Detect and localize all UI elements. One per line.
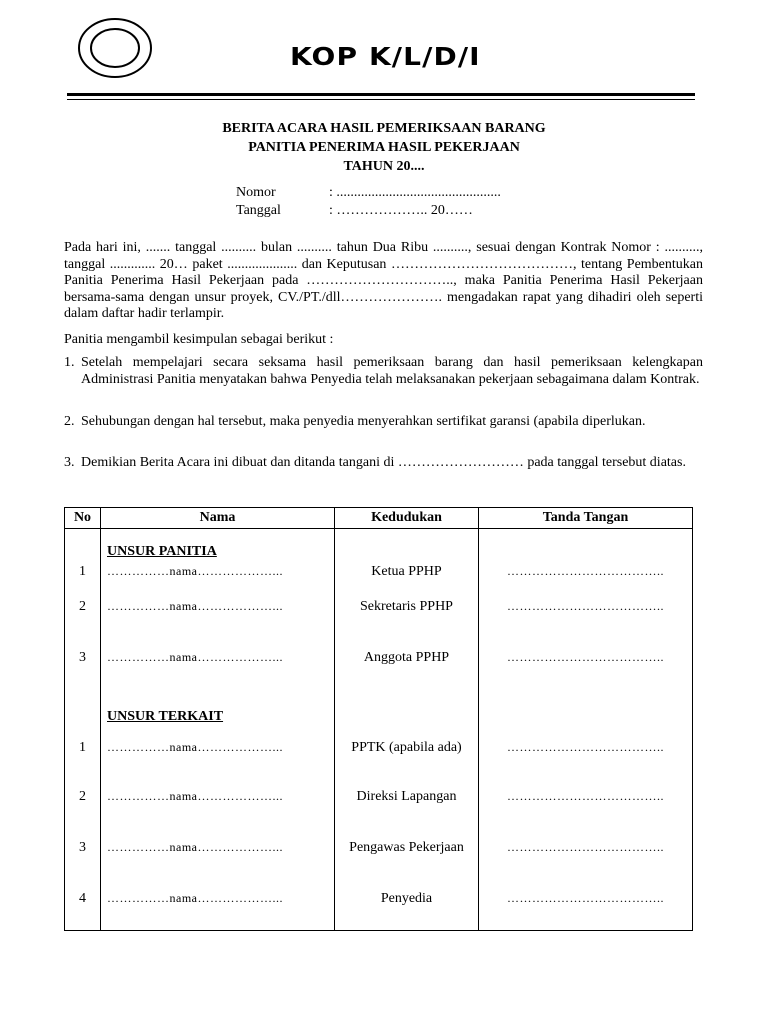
name-cell (101, 529, 335, 582)
name-cell (101, 582, 335, 633)
point-text: Sehubungan dengan hal tersebut, maka penyedia menyerahkan sertifikat garansi (apabila diperlukan. (81, 414, 646, 429)
name-cell (101, 633, 335, 684)
signature-line: ……………………………….. (479, 582, 693, 633)
point-text: Setelah mempelajari secara seksama hasil pemeriksaan barang dan hasil pemeriksaan kelengkapan Administrasi Panitia menyatakan bahwa Penyedia telah melaksanakan pekerjaan sebagaimana dalam Kontrak. (81, 355, 703, 387)
tanggal-value: : ……………….. 20…… (329, 203, 473, 218)
name-cell (101, 873, 335, 930)
row-no: 1 (65, 725, 101, 772)
point-number: 2. (64, 414, 75, 429)
header-tanda-tangan: Tanda Tangan (479, 508, 693, 529)
position-cell: Anggota PPHP (335, 633, 479, 684)
signature-line: ……………………………….. (479, 633, 693, 684)
doc-title-line1: BERITA ACARA HASIL PEMERIKSAAN BARANG (222, 121, 546, 136)
logo-emblem-icon (77, 17, 153, 79)
name-placeholder: ……………nama………………... (107, 563, 283, 578)
row-no: 1 (65, 529, 101, 582)
name-placeholder: ……………nama………………... (107, 839, 283, 854)
header-nama: Nama (101, 508, 335, 529)
position-cell: Pengawas Pekerjaan (335, 822, 479, 873)
section-heading-terkait-cell (101, 684, 335, 725)
letterhead-rule-thin (67, 99, 695, 100)
table-header-row (65, 508, 693, 529)
name-cell (101, 771, 335, 822)
table-row (65, 771, 693, 822)
position-cell: Sekretaris PPHP (335, 582, 479, 633)
point-number: 3. (64, 455, 75, 470)
intro-paragraph: Pada hari ini, ....... tanggal .......... bulan .......... tahun Dua Ribu .........., sesuai dengan Kontrak Nomor : .........., tanggal ............. 20… paket .................... dan Keputusan …………………………………, tentang Pembentukan Panitia Penerima Hasil Pekerjaan pada ………………………….., maka Panitia Penerima Hasil Pekerjaan bersama-sama dengan unsur proyek, CV./PT./dll…………………. mengadakan rapat yang dihadiri oleh seperti dalam daftar hadir terlampir. (64, 240, 703, 322)
table-row (65, 633, 693, 684)
row-no: 2 (65, 582, 101, 633)
nomor-label: Nomor (236, 185, 276, 200)
section-heading-row (65, 684, 693, 725)
position-cell: Penyedia (335, 873, 479, 930)
letterhead-title: KOP K/L/D/I (290, 42, 481, 71)
name-placeholder: ……………nama………………... (107, 740, 283, 754)
position-cell: Ketua PPHP (335, 529, 479, 582)
name-placeholder: ……………nama………………... (107, 650, 283, 665)
name-placeholder: ……………nama………………... (107, 891, 283, 906)
position-cell: Direksi Lapangan (335, 771, 479, 822)
section-heading-panitia: UNSUR PANITIA (107, 543, 217, 559)
row-no: 2 (65, 771, 101, 822)
name-cell (101, 725, 335, 772)
signature-line: ……………………………….. (479, 822, 693, 873)
attendance-table (64, 507, 693, 931)
table-row (65, 529, 693, 582)
point-number: 1. (64, 355, 75, 370)
table-row (65, 582, 693, 633)
point-text: Demikian Berita Acara ini dibuat dan ditanda tangani di ……………………… pada tanggal tersebut diatas. (81, 455, 686, 470)
signature-line: ……………………………….. (479, 725, 693, 772)
signature-line: ……………………………….. (479, 771, 693, 822)
doc-title-line2: PANITIA PENERIMA HASIL PEKERJAAN (248, 140, 520, 155)
row-no: 3 (65, 633, 101, 684)
section-heading-terkait: UNSUR TERKAIT (107, 708, 224, 724)
header-no: No (65, 508, 101, 529)
table-row (65, 873, 693, 930)
header-kedudukan: Kedudukan (335, 508, 479, 529)
signature-line: ……………………………….. (479, 529, 693, 582)
signature-line: ……………………………….. (479, 873, 693, 930)
letterhead-rule-thick (67, 93, 695, 96)
table-row (65, 725, 693, 772)
nomor-value: : ............................................... (329, 185, 501, 200)
conclusion-intro: Panitia mengambil kesimpulan sebagai berikut : (64, 332, 334, 347)
tanggal-label: Tanggal (236, 203, 281, 218)
row-no: 3 (65, 822, 101, 873)
row-no: 4 (65, 873, 101, 930)
doc-title-line3: TAHUN 20.... (343, 159, 425, 174)
name-placeholder: ……………nama………………... (107, 599, 283, 614)
table-row (65, 822, 693, 873)
name-placeholder: ……………nama………………... (107, 788, 283, 803)
name-cell (101, 822, 335, 873)
position-cell: PPTK (apabila ada) (335, 725, 479, 772)
